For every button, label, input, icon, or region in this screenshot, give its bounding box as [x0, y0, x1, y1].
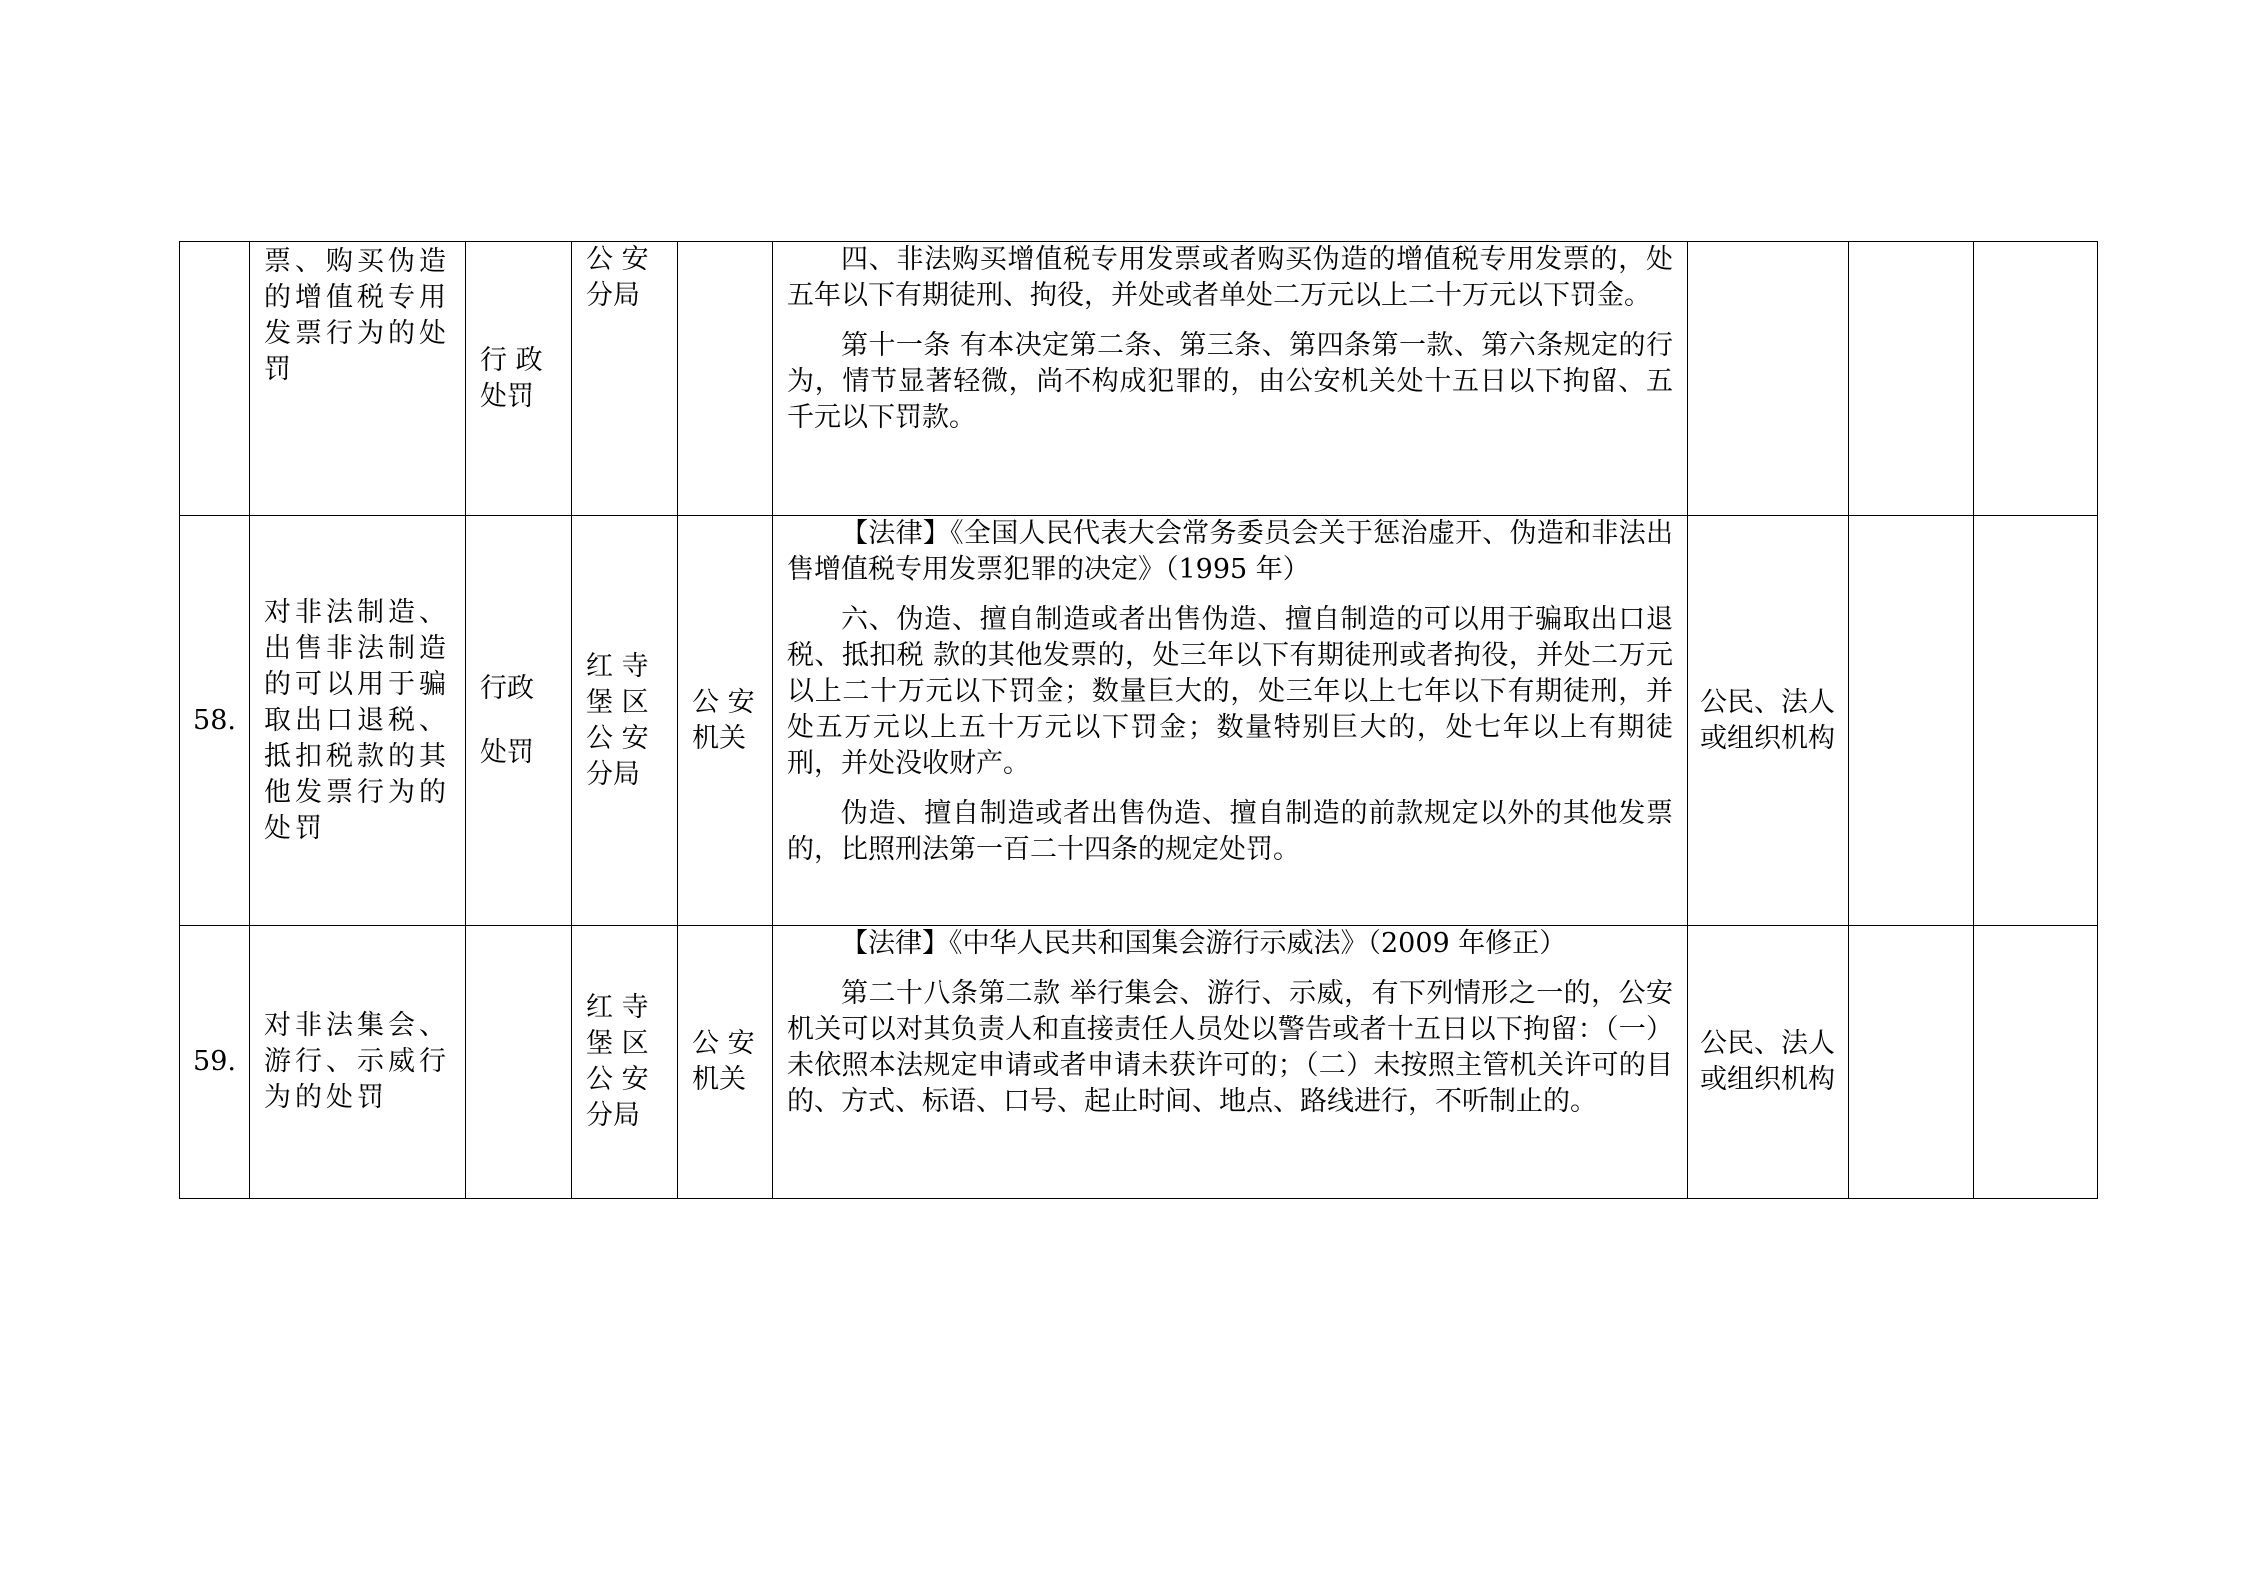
- target-party: [1688, 242, 1849, 516]
- item-name: 对非法制造、出售非法制造的可以用于骗取出口退税、抵扣税款的其他发票行为的处罚: [250, 516, 466, 926]
- enforcer: [678, 242, 773, 516]
- authority: [572, 242, 678, 516]
- law-paragraph: 第十一条 有本决定第二条、第三条、第四条第一款、第六条规定的行为，情节显著轻微，尚不构成犯罪的，由公安机关处十五日以下拘留、五千元以下罚款。: [787, 330, 1673, 433]
- table-row: [180, 926, 2098, 1199]
- authority: [572, 926, 678, 1199]
- penalty-type: [466, 242, 572, 516]
- item-name: 票、购买伪造的增值税专用发票行为的处罚: [250, 242, 466, 516]
- table-row: [180, 516, 2098, 926]
- item-number: 58.: [180, 516, 250, 926]
- empty-cell: [1974, 516, 2098, 926]
- item-number: 59.: [180, 926, 250, 1199]
- authority-line: 分局: [586, 280, 640, 311]
- authority-line: 堡 区: [586, 686, 649, 718]
- penalty-type-line2: 处罚: [480, 380, 534, 412]
- target-party: 公民、法人或组织机构: [1688, 516, 1849, 926]
- authority-line: 红 寺: [586, 650, 649, 682]
- enforcer: 公 安 机关: [678, 516, 773, 926]
- authority-line: 堡 区: [586, 1028, 649, 1059]
- empty-cell: [1849, 516, 1974, 926]
- penalty-type-line1: 行政: [480, 672, 534, 704]
- authority-line: 分局: [586, 1100, 640, 1131]
- authority-line: 公 安: [586, 722, 649, 754]
- enforcer: 公 安 机关: [678, 926, 773, 1199]
- penalty-type-line2: 处罚: [480, 736, 534, 768]
- authority-line: 红 寺: [586, 992, 649, 1023]
- authority: [572, 516, 678, 926]
- authority-line: 公 安: [586, 244, 649, 275]
- empty-cell: [1849, 926, 1974, 1199]
- empty-cell: [1974, 926, 2098, 1199]
- item-name: 对非法集会、游行、示威行为的处罚: [250, 926, 466, 1199]
- empty-cell: [1974, 242, 2098, 516]
- authority-line: 分局: [586, 758, 640, 790]
- authority-line: 公 安: [586, 1064, 649, 1095]
- item-number: [180, 242, 250, 516]
- empty-cell: [1849, 242, 1974, 516]
- law-paragraph: 伪造、擅自制造或者出售伪造、擅自制造的前款规定以外的其他发票的，比照刑法第一百二十四条的规定处罚。: [787, 798, 1673, 865]
- legal-basis: [773, 242, 1688, 516]
- table-row: [180, 242, 2098, 516]
- legal-basis: [773, 926, 1688, 1199]
- law-paragraph: 第二十八条第二款 举行集会、游行、示威，有下列情形之一的，公安机关可以对其负责人和直接责任人员处以警告或者十五日以下拘留：（一）未依照本法规定申请或者申请未获许可的；（二）未按照主管机关许可的目的、方式、标语、口号、起止时间、地点、路线进行，不听制止的。: [787, 978, 1673, 1117]
- target-party: 公民、法人或组织机构: [1688, 926, 1849, 1199]
- penalty-type-line1: 行 政: [480, 344, 543, 376]
- law-paragraph: 四、非法购买增值税专用发票或者购买伪造的增值税专用发票的，处五年以下有期徒刑、拘役，并处或者单处二万元以上二十万元以下罚金。: [787, 244, 1673, 311]
- penalty-type: [466, 516, 572, 926]
- law-source: 【法律】《全国人民代表大会常务委员会关于惩治虚开、伪造和非法出售增值税专用发票犯罪的决定》（1995 年）: [787, 518, 1673, 585]
- law-source: 【法律】《中华人民共和国集会游行示威法》（2009 年修正）: [841, 928, 1567, 959]
- penalty-type: [466, 926, 572, 1199]
- legal-basis: [773, 516, 1688, 926]
- law-paragraph: 六、伪造、擅自制造或者出售伪造、擅自制造的可以用于骗取出口退税、抵扣税 款的其他发票的，处三年以下有期徒刑或者拘役，并处二万元以上二十万元以下罚金；数量巨大的，处三年以上七年以下有期徒刑，并处五万元以上五十万元以下罚金；数量特别巨大的，处七年以上有期徒刑，并处没收财产。: [787, 604, 1673, 779]
- penalty-table: [179, 241, 2098, 1199]
